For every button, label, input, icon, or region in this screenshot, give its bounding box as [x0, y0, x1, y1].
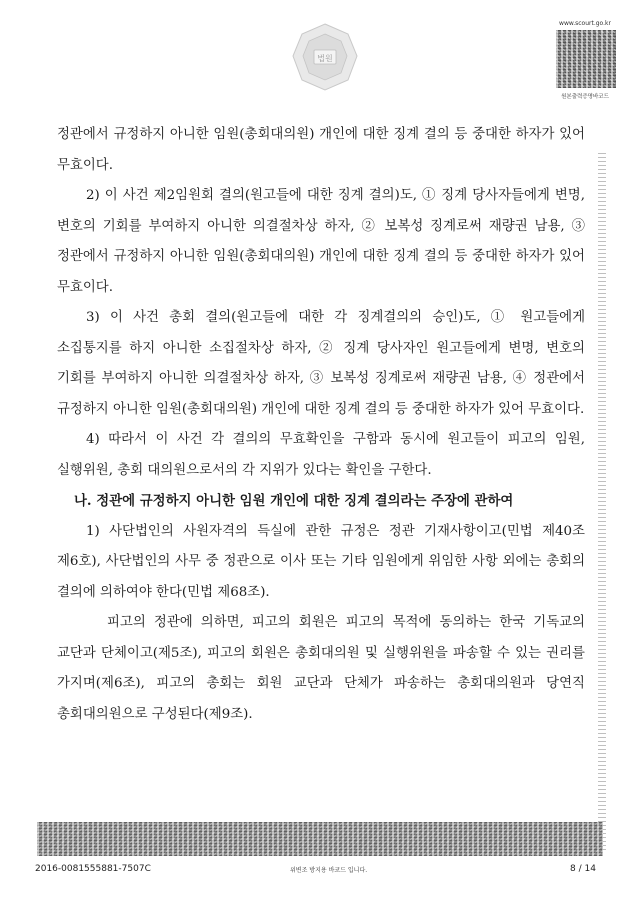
paragraph-continuation: 정관에서 규정하지 아니한 임원(총회대의원) 개인에 대한 징계 결의 등 중대한 하자가 있어 무효이다. — [57, 127, 590, 173]
document-body — [57, 120, 590, 730]
page-number: 8 / 14 — [570, 864, 596, 874]
verification-qr-code — [556, 30, 616, 88]
qr-caption: 원본출력증명바코드 — [561, 94, 609, 100]
anti-forgery-barcode — [37, 822, 603, 856]
paragraph-item-2: 2) 이 사건 제2임원회 결의(원고들에 대한 징계 결의)도, ① 징계 당사자들에게 변명, 변호의 기회를 부여하지 아니한 의결절차상 하자, ② 보복성 징계로써 재량권 남용, ③ 정관에서 규정하지 아니한 임원(총회대의원) 개인에 대한 징계 결의 등 중대한 하자가 있어 무효이다. — [57, 188, 590, 295]
document-id: 2016-0081555881-7507C — [35, 864, 151, 874]
emblem-label: 법원 — [317, 54, 333, 63]
court-emblem — [285, 18, 365, 98]
paragraph-civil-law: 1) 사단법인의 사원자격의 득실에 관한 규정은 정관 기재사항이고(민법 제40조 제6호), 사단법인의 사무 중 정관으로 이사 또는 기타 임원에게 위임한 사항 외에는 총회의 결의에 의하여야 한다(민법 제68조). — [57, 523, 590, 600]
paragraph-item-3: 3) 이 사건 총회 결의(원고들에 대한 각 징계결의의 승인)도, ① 원고들에게 소집통지를 하지 아니한 소집절차상 하자, ② 징계 당사자인 원고들에게 변명, 변호의 기회를 부여하지 아니한 의결절차상 하자, ③ 보복성 징계로써 재량권 남용, ④ 정관에서 규정하지 아니한 임원(총회대의원) 개인에 대한 징계 결의 등 중대한 하자가 있어 무효이다. — [57, 310, 590, 417]
paragraph-item-4: 4) 따라서 이 사건 각 결의의 무효확인을 구함과 동시에 원고들이 피고의 임원, 실행위원, 총회 대의원으로서의 각 지위가 있다는 확인을 구한다. — [57, 432, 590, 478]
paragraph-articles: 피고의 정관에 의하면, 피고의 회원은 피고의 목적에 동의하는 한국 기독교의 교단과 단체이고(제5조), 피고의 회원은 총회대의원 및 실행위원을 파송할 수 있는 권리를 가지며(제6조), 피고의 총회는 회원 교단과 단체가 파송하는 총회대의원과 당연직 총회대의원으로 구성된다(제9조). — [57, 615, 590, 722]
barcode-notice: 위변조 방지용 바코드 입니다. — [290, 867, 368, 874]
side-security-strip — [598, 150, 606, 850]
section-heading: 나. 정관에 규정하지 아니한 임원 개인에 대한 징계 결의라는 주장에 관하여 — [74, 493, 514, 509]
court-url: www.scourt.go.kr — [559, 20, 611, 27]
